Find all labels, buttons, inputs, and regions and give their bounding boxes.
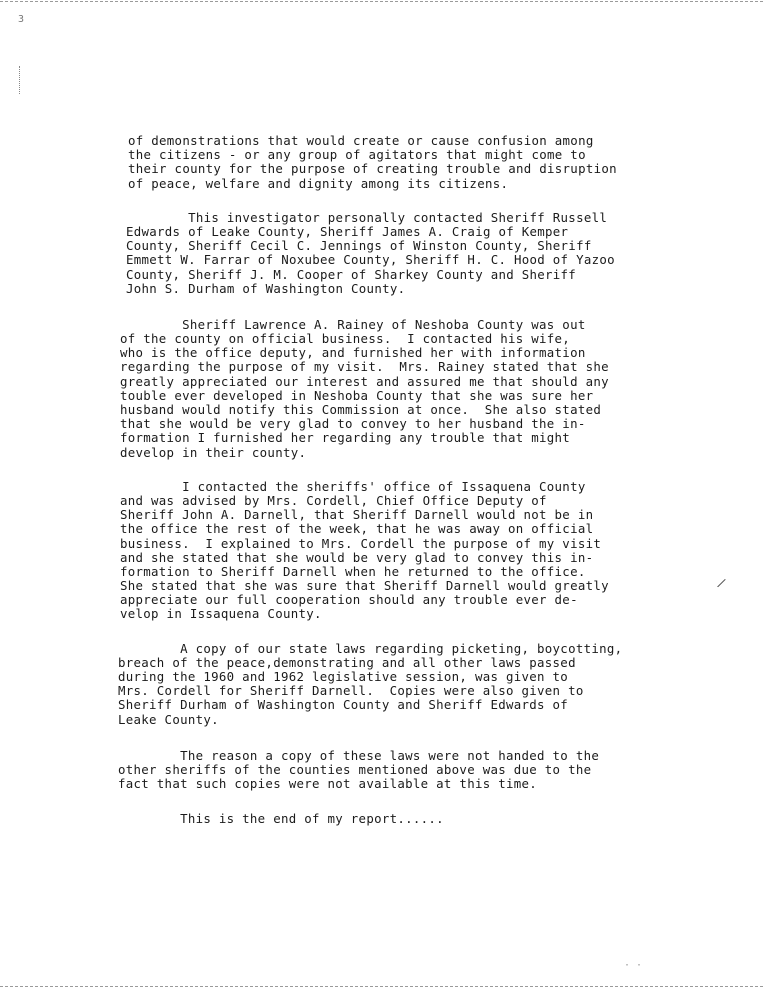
text-line: who is the office deputy, and furnished her with information: [120, 345, 586, 361]
text-line: business. I explained to Mrs. Cordell the purpose of my visit: [120, 535, 602, 551]
text-line: formation to Sheriff Darnell when he returned to the office.: [120, 563, 586, 579]
text-line: the citizens - or any group of agitators that might come to: [128, 147, 586, 163]
text-line: that she would be very glad to convey to her husband the in-: [120, 416, 586, 432]
paragraph-1: [0, 134, 763, 191]
text-line: other sheriffs of the counties mentioned above was due to the: [118, 761, 592, 777]
page-speck: · ·: [624, 960, 643, 971]
text-line: and she stated that she would be very glad to convey this in-: [120, 549, 594, 565]
text-line: Sheriff John A. Darnell, that Sheriff Darnell would not be in: [120, 507, 594, 523]
text-line: Leake County.: [118, 711, 219, 727]
text-line: County, Sheriff Cecil C. Jennings of Winston County, Sheriff: [126, 238, 592, 254]
page-bottom-edge: [0, 986, 763, 987]
text-line: breach of the peace,demonstrating and all other laws passed: [118, 654, 576, 670]
text-line: during the 1960 and 1962 legislative session, was given to: [118, 669, 569, 684]
paragraph-6: [0, 749, 763, 792]
text-line: Sheriff Durham of Washington County and Sheriff Edwards of: [118, 697, 569, 713]
text-line: Sheriff Lawrence A. Rainey of Neshoba County was out: [120, 316, 586, 332]
text-line: of the county on official business. I contacted his wife,: [120, 331, 571, 347]
text-line: She stated that she was sure that Sheriff Darnell would greatly: [120, 578, 609, 594]
margin-specks: [19, 66, 24, 94]
text-line: A copy of our state laws regarding picketing, boycotting,: [118, 640, 623, 656]
text-line: The reason a copy of these laws were not handed to the: [118, 747, 600, 763]
paragraph-4: [0, 480, 763, 622]
text-line: the office the rest of the week, that he was away on official: [120, 521, 594, 537]
text-line: This investigator personally contacted Sheriff Russell: [126, 209, 608, 225]
text-line: Mrs. Cordell for Sheriff Darnell. Copies were also given to: [118, 683, 584, 699]
text-line: develop in their county.: [120, 444, 307, 460]
text-line: regarding the purpose of my visit. Mrs. Rainey stated that she: [120, 359, 609, 375]
text-line: This is the end of my report......: [118, 811, 444, 827]
text-line: of demonstrations that would create or cause confusion among: [128, 133, 594, 148]
text-line: fact that such copies were not available at this time.: [118, 776, 538, 792]
text-line: of peace, welfare and dignity among its citizens.: [128, 175, 509, 191]
stray-mark: /: [715, 575, 728, 591]
text-line: formation I furnished her regarding any trouble that might: [120, 430, 571, 446]
text-line: John S. Durham of Washington County.: [126, 280, 406, 296]
paragraph-2: [0, 211, 763, 296]
text-line: their county for the purpose of creating trouble and disruption: [128, 161, 617, 177]
text-line: and was advised by Mrs. Cordell, Chief Office Deputy of: [120, 492, 547, 508]
corner-mark: 3: [18, 14, 25, 25]
paragraph-3: [0, 318, 763, 460]
text-line: I contacted the sheriffs' office of Issaquena County: [120, 478, 586, 494]
text-line: Emmett W. Farrar of Noxubee County, Sheriff H. C. Hood of Yazoo: [126, 252, 615, 268]
text-line: husband would notify this Commission at once. She also stated: [120, 402, 602, 417]
page-top-edge: [0, 1, 763, 2]
text-line: appreciate our full cooperation should any trouble ever de-: [120, 592, 578, 608]
text-line: touble ever developed in Neshoba County that she was sure her: [120, 387, 594, 403]
paragraph-5: [0, 642, 763, 727]
report-body: [0, 134, 763, 827]
paragraph-7: [0, 812, 763, 826]
text-line: Edwards of Leake County, Sheriff James A. Craig of Kemper: [126, 223, 569, 239]
text-line: County, Sheriff J. M. Cooper of Sharkey County and Sheriff: [126, 266, 577, 282]
text-line: greatly appreciated our interest and assured me that should any: [120, 373, 609, 389]
text-line: velop in Issaquena County.: [120, 606, 322, 622]
